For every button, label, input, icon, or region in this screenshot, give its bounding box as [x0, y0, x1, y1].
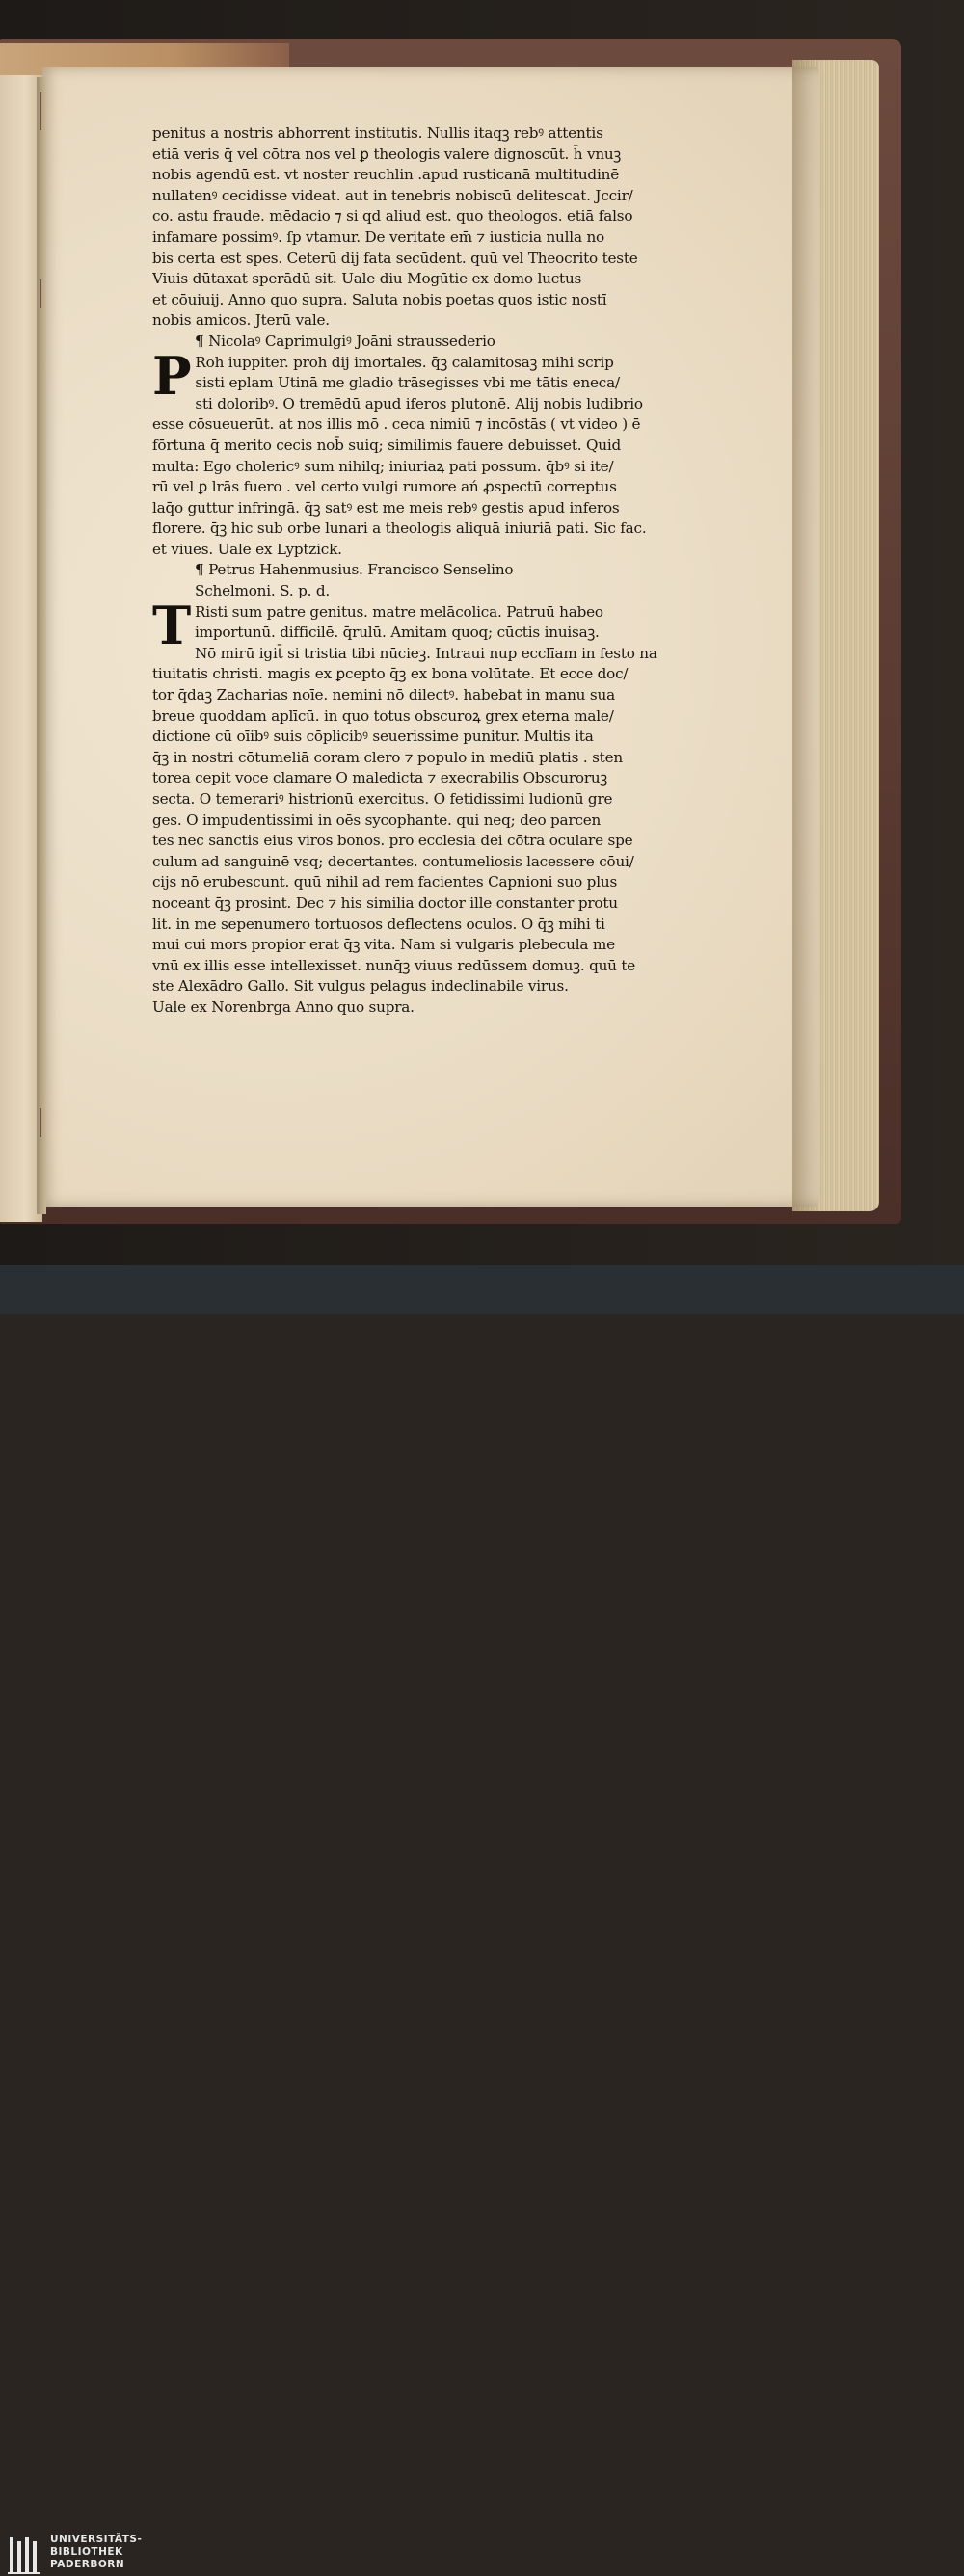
text-line: torea cepit voce clamare O maledicta ⁊ execrabilis Obscuroruꝫ [152, 769, 608, 787]
text-line: co. astu fraude. mēdacio ⁊ si qd aliud est. quo theologos. etiā falso [152, 207, 633, 226]
initial-letter: P [152, 344, 192, 407]
text-line: esse cōsueuerūt. at nos illis mō . ceca nimiū ⁊ incōstās ( vt video ) ē [152, 415, 641, 434]
text-line: sti doloribꝰ. O tremēdū apud iferos plutonē. Alij nobis ludibrio [195, 394, 643, 412]
text-line: tes nec sanctis eius viros bonos. pro ecclesia dei cōtra oculare spe [152, 832, 633, 850]
text-line: importunū. difficilē. q̄rulū. Amitam quoq; cūctis inuisaꝫ. [194, 624, 600, 642]
text-line: mui cui mors propior erat q̄ꝫ vita. Nam si vulgaris plebecula me [152, 936, 615, 954]
library-name-line: UNIVERSITÄTS- [50, 2534, 143, 2545]
stitch-mark [40, 92, 41, 130]
book-scan [0, 0, 964, 1265]
library-footer [0, 1265, 964, 2570]
text-line: Uale ex Norenbrga Anno quo supra. [152, 997, 415, 1016]
text-line: q̄ꝫ in nostri cōtumeliā coram clero ⁊ populo in mediū platis . sten [152, 748, 623, 766]
text-line: infamare possimꝰ. ſp vtamur. De veritate em̄ ⁊ iusticia nulla no [152, 227, 604, 246]
gutter [37, 77, 46, 1214]
stitch-mark [40, 279, 41, 308]
text-line: Risti sum patre genitus. matre melācolica. Patruū habeo [194, 602, 603, 621]
text-line: culum ad sanguinē vsq; decertantes. contumeliosis lacessere cōui/ [152, 852, 634, 870]
library-logo-icon [6, 2534, 44, 2576]
page-edge-shadow [792, 60, 821, 1211]
stitch-mark [40, 1108, 41, 1137]
library-name-line: BIBLIOTHEK [50, 2546, 123, 2558]
text-line: Roh iuppiter. proh dij imortales. q̄ꝫ calamitosaꝫ mihi scrip [195, 353, 614, 371]
letter-heading-line: Schelmoni. S. p. d. [195, 582, 331, 600]
library-name-line: PADERBORN [50, 2559, 125, 2570]
text-line: breue quoddam aplīcū. in quo totus obscuroꝝ grex eterna male/ [152, 706, 614, 725]
text-line: etiā veris q̄ vel cōtra nos vel ꝑ theologis valere dignoscūt. h̄ vnuꝫ [152, 145, 622, 163]
text-line: nobis amicos. Jterū vale. [152, 311, 330, 330]
text-line: dictione cū oīibꝰ suis cōplicibꝰ seuerissime punitur. Multis ita [152, 728, 594, 746]
letter-heading-line: ¶ Petrus Hahenmusius. Francisco Senselino [195, 561, 514, 579]
text-line: bis certa est spes. Ceterū dij fata secūdent. quū vel Theocrito teste [152, 249, 638, 267]
text-line: Nō mirū igit̄ si tristia tibi nūcieꝫ. Intraui nup ecclīam in festo na [194, 644, 657, 662]
text-line: fōrtuna q̄ merito cecis nob̄ suiq; similimis fauere debuisset. Quid [152, 436, 622, 454]
text-line: nullatenꝰ cecidisse videat. aut in tenebris nobiscū delitescat. Jccir/ [152, 186, 633, 204]
text-line: rū vel ꝑ lrās fuero . vel certo vulgi rumore ań ꝓspectū correptus [152, 478, 617, 496]
text-line: sisti eplam Utinā me gladio trāsegisses vbi me tātis eneca/ [195, 374, 620, 392]
text-line: multa: Ego cholericꝰ sum nihilq; iniuriaꝝ pati possum. q̄bꝰ si ite/ [152, 457, 614, 475]
text-line: et cōuiuij. Anno quo supra. Saluta nobis poetas quos istic nostī [152, 290, 607, 308]
paragraph-heading [152, 332, 678, 353]
paragraph-body-initial [152, 594, 678, 1019]
text-line: et viues. Uale ex Lyptzick. [152, 540, 342, 558]
text-line: florere. q̄ꝫ hic sub orbe lunari a theologis aliquā iniuriā pati. Sic fac. [152, 519, 647, 538]
text-line: Viuis dūtaxat sperādū sit. Uale diu Mogūtie ex domo luctus [152, 270, 582, 288]
text-line: penitus a nostris abhorrent institutis. Nullis itaqꝫ rebꝰ attentis [152, 124, 603, 142]
text-line: nobis agendū est. vt noster reuchlin .apud rusticanā multitudinē [152, 166, 619, 184]
text-line: ste Alexādro Gallo. Sit vulgus pelagus indeclinabile virus. [152, 977, 569, 996]
text-line: tor q̄daꝫ Zacharias noīe. nemini nō dilectꝰ. habebat in manu sua [152, 686, 615, 704]
text-line: ges. O impudentissimi in oēs sycophante. qui neq; deo parcen [152, 810, 602, 829]
letter-heading-line: ¶ Nicolaꝰ Caprimulgiꝰ Joāni straussederio [195, 332, 495, 350]
paragraph-body-initial [152, 344, 678, 561]
text-line: vnū ex illis esse intellexisset. nunq̄ꝫ viuus redūssem domuꝫ. quū te [152, 956, 636, 974]
text-line: cijs nō erubescunt. quū nihil ad rem facientes Capnioni suo plus [152, 873, 618, 891]
text-line: tiuitatis christi. magis ex ꝑcepto q̄ꝫ ex bona volūtate. Et ecce doc/ [152, 665, 629, 683]
text-line: noceant q̄ꝫ prosint. Dec ⁊ his similia doctor ille constanter protu [152, 893, 618, 912]
library-name [50, 2534, 142, 2571]
page-text [152, 123, 678, 1019]
text-line: lit. in me sepenumero tortuosos deflectens oculos. O q̄ꝫ mihi ti [152, 915, 605, 933]
initial-letter: T [152, 594, 191, 656]
paragraph-heading [152, 560, 678, 601]
text-line: laq̄o guttur infringā. q̄ꝫ satꝰ est me meis rebꝰ gestis apud inferos [152, 498, 620, 517]
text-line: secta. O temerariꝰ histrionū exercitus. O fetidissimi ludionū gre [152, 790, 613, 808]
paragraph-body [152, 123, 678, 332]
